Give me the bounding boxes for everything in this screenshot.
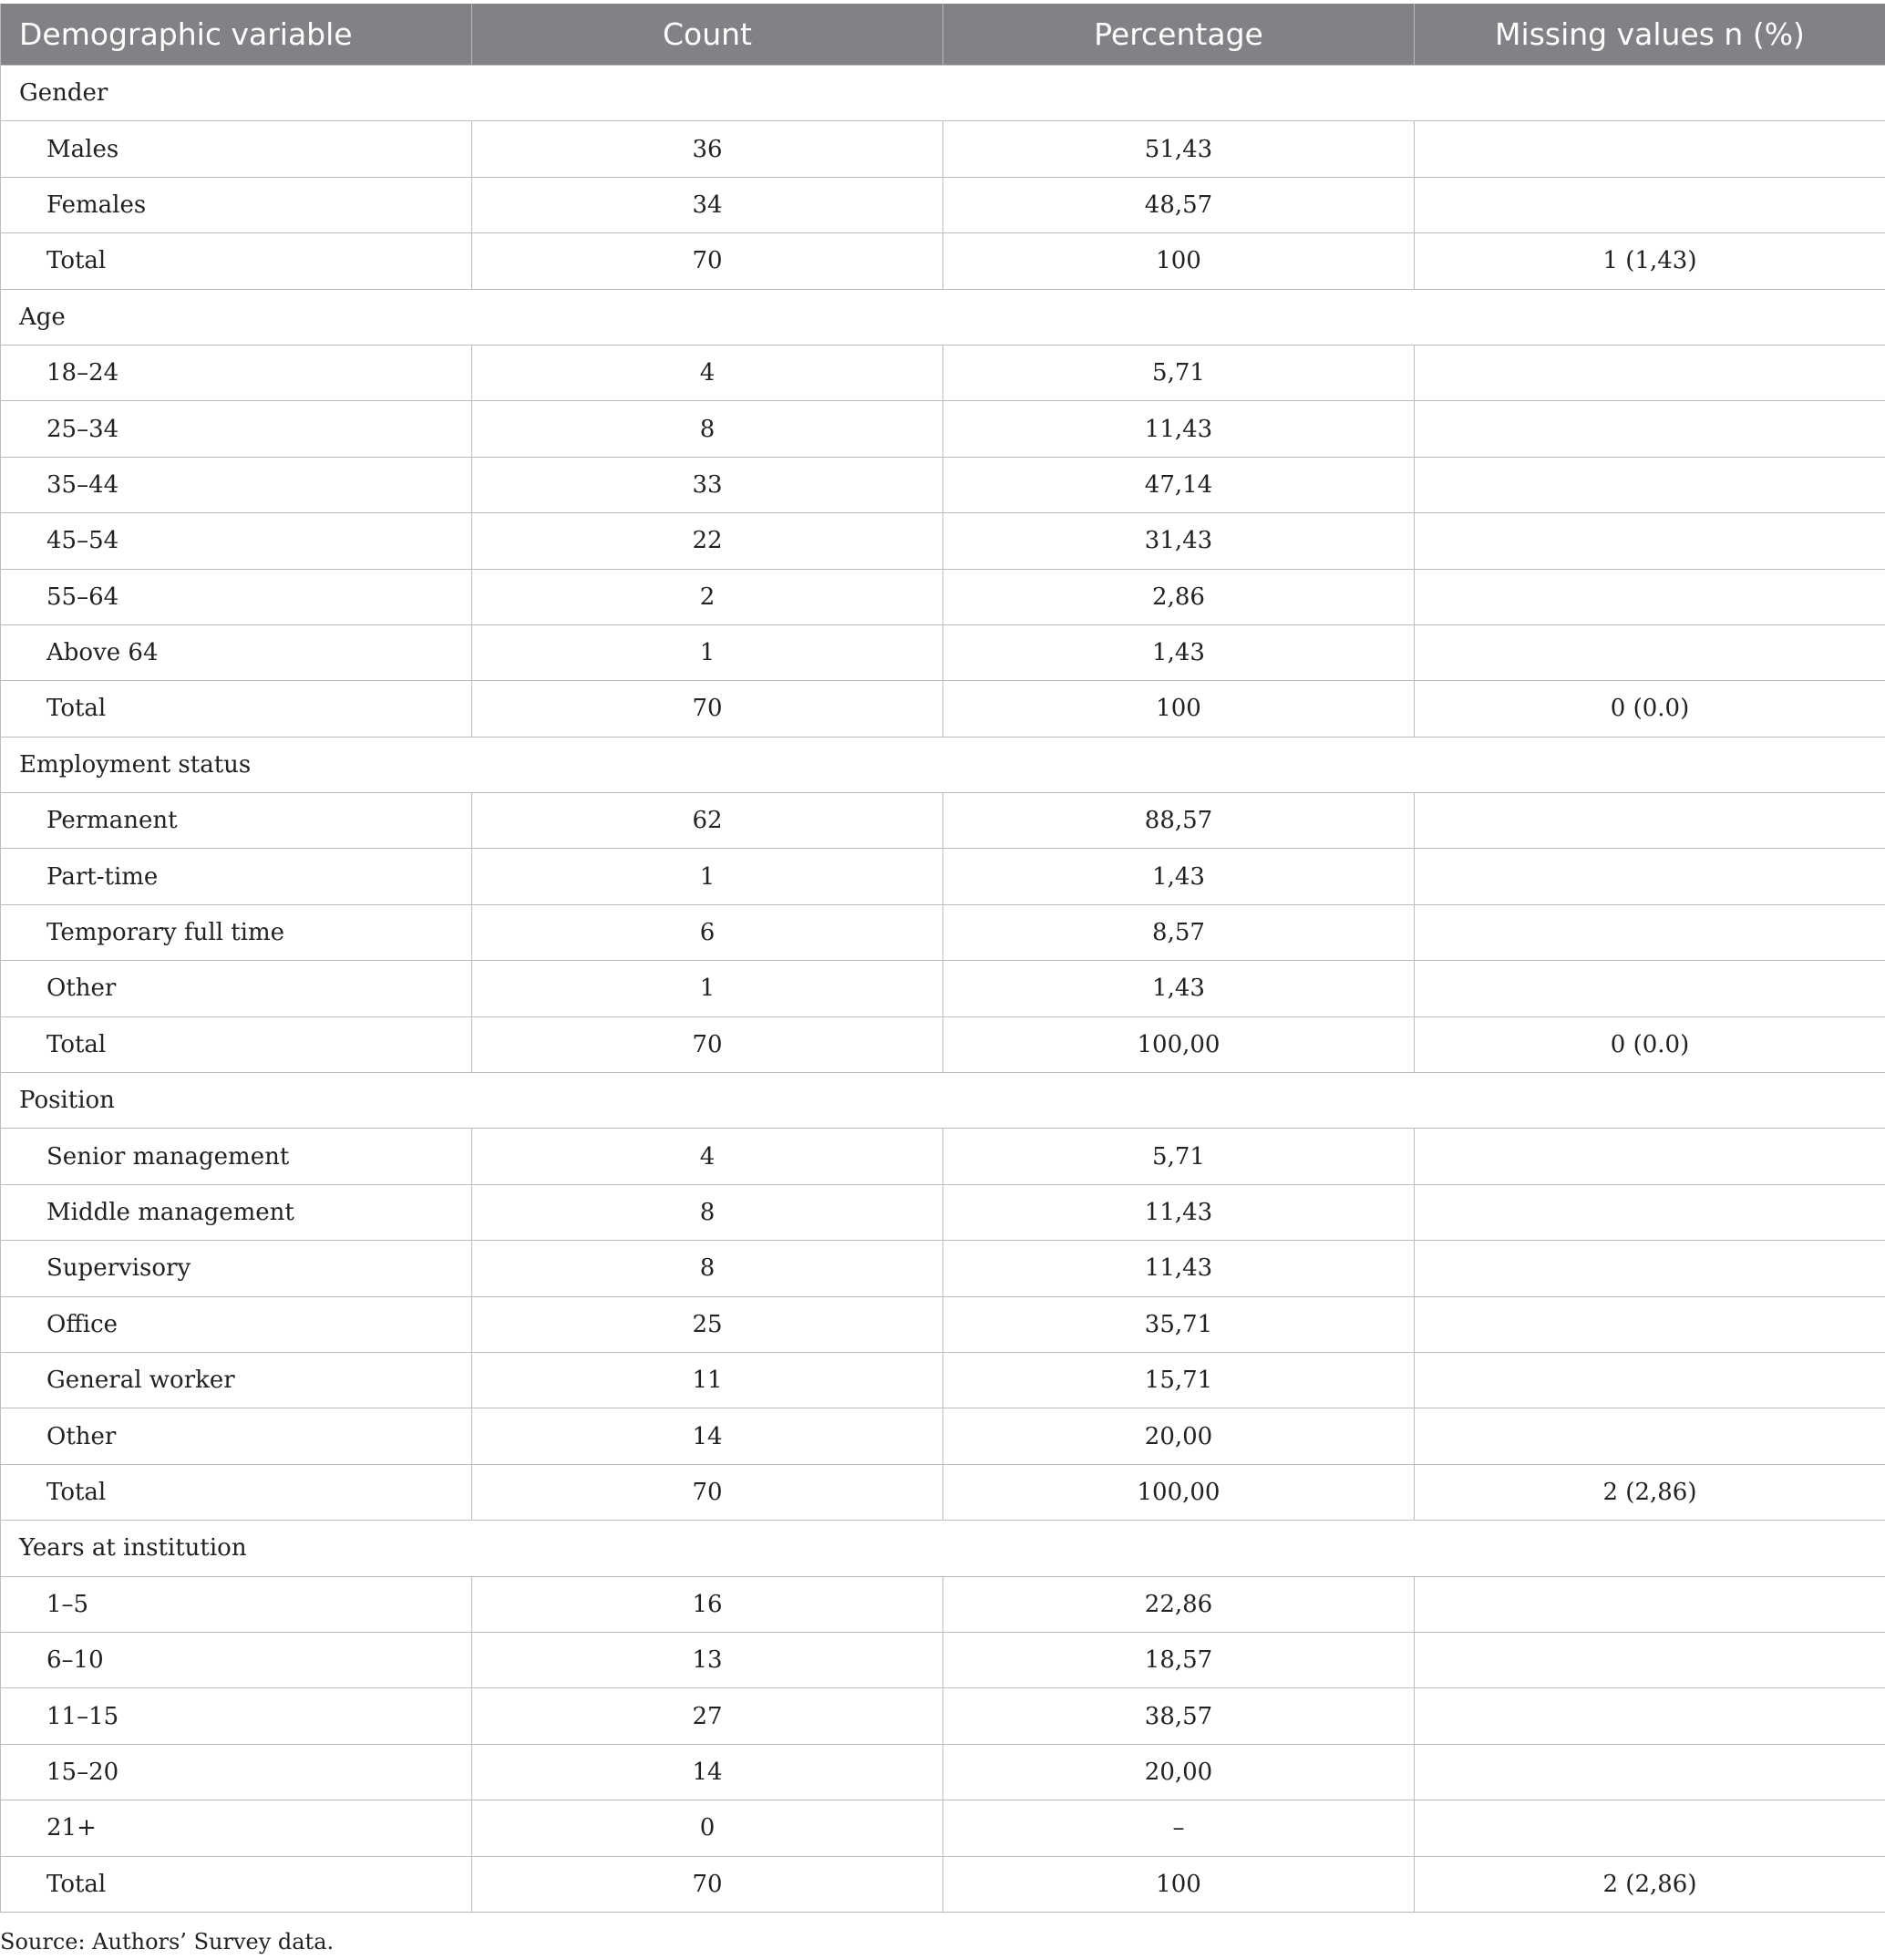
row-label: Supervisory (1, 1241, 472, 1296)
percentage-cell: 100,00 (943, 1464, 1415, 1520)
row-label: Senior management (1, 1129, 472, 1184)
percentage-cell: 2,86 (943, 569, 1415, 624)
missing-cell (1415, 1800, 1885, 1856)
count-cell: 34 (472, 177, 943, 232)
missing-cell (1415, 177, 1885, 232)
section-title: Gender (1, 66, 1885, 121)
percentage-cell: 1,43 (943, 624, 1415, 680)
percentage-cell: 38,57 (943, 1688, 1415, 1744)
count-cell: 1 (472, 624, 943, 680)
percentage-cell: 35,71 (943, 1296, 1415, 1352)
section-title: Employment status (1, 737, 1885, 792)
row-label: Middle management (1, 1184, 472, 1240)
percentage-cell: – (943, 1800, 1415, 1856)
count-cell: 4 (472, 1129, 943, 1184)
percentage-cell: 20,00 (943, 1408, 1415, 1464)
row-label: 11–15 (1, 1688, 472, 1744)
row-label: 35–44 (1, 457, 472, 512)
count-cell: 13 (472, 1632, 943, 1687)
table-row (1, 1241, 1885, 1296)
missing-cell (1415, 1296, 1885, 1352)
row-label: 45–54 (1, 513, 472, 569)
header-percentage: Percentage (943, 4, 1415, 66)
header-missing-values: Missing values n (%) (1415, 4, 1885, 66)
row-label: 55–64 (1, 569, 472, 624)
table-row (1, 1296, 1885, 1352)
count-cell: 16 (472, 1576, 943, 1632)
percentage-cell: 100 (943, 681, 1415, 737)
table-row (1, 1129, 1885, 1184)
count-cell: 33 (472, 457, 943, 512)
row-label: Total (1, 1464, 472, 1520)
source-note: Source: Authors’ Survey data. (0, 1929, 335, 1955)
row-label: General worker (1, 1352, 472, 1408)
percentage-cell: 48,57 (943, 177, 1415, 232)
table-row (1, 233, 1885, 289)
missing-cell (1415, 1129, 1885, 1184)
table-row (1, 1632, 1885, 1687)
table-row (1, 1688, 1885, 1744)
count-cell: 14 (472, 1408, 943, 1464)
missing-cell (1415, 961, 1885, 1016)
missing-cell (1415, 345, 1885, 400)
row-label: Other (1, 1408, 472, 1464)
percentage-cell: 88,57 (943, 793, 1415, 849)
row-label: Above 64 (1, 624, 472, 680)
row-label: Total (1, 1016, 472, 1072)
row-label: Other (1, 961, 472, 1016)
section-title: Years at institution (1, 1521, 1885, 1576)
table-row (1, 1184, 1885, 1240)
count-cell: 70 (472, 681, 943, 737)
demographics-table (0, 4, 1885, 1913)
table-row (1, 849, 1885, 904)
table-header (1, 4, 1885, 66)
missing-cell (1415, 401, 1885, 457)
count-cell: 25 (472, 1296, 943, 1352)
count-cell: 4 (472, 345, 943, 400)
percentage-cell: 11,43 (943, 401, 1415, 457)
missing-cell (1415, 1408, 1885, 1464)
count-cell: 8 (472, 1184, 943, 1240)
table-row (1, 1800, 1885, 1856)
row-label: Temporary full time (1, 904, 472, 960)
count-cell: 70 (472, 1016, 943, 1072)
row-label: Part-time (1, 849, 472, 904)
percentage-cell: 1,43 (943, 849, 1415, 904)
count-cell: 8 (472, 401, 943, 457)
missing-cell (1415, 1352, 1885, 1408)
count-cell: 70 (472, 233, 943, 289)
percentage-cell: 18,57 (943, 1632, 1415, 1687)
section-title: Age (1, 289, 1885, 345)
row-label: Total (1, 233, 472, 289)
table-row (1, 513, 1885, 569)
count-cell: 22 (472, 513, 943, 569)
missing-cell: 2 (2,86) (1415, 1464, 1885, 1520)
section-title: Position (1, 1073, 1885, 1129)
table-row (1, 904, 1885, 960)
missing-cell (1415, 1241, 1885, 1296)
row-label: 18–24 (1, 345, 472, 400)
table-row (1, 121, 1885, 177)
row-label: 21+ (1, 1800, 472, 1856)
row-label: Males (1, 121, 472, 177)
table-row (1, 457, 1885, 512)
percentage-cell: 5,71 (943, 345, 1415, 400)
missing-cell (1415, 1688, 1885, 1744)
percentage-cell: 47,14 (943, 457, 1415, 512)
percentage-cell: 31,43 (943, 513, 1415, 569)
section-row (1, 66, 1885, 121)
table-row (1, 569, 1885, 624)
missing-cell: 0 (0.0) (1415, 681, 1885, 737)
percentage-cell: 11,43 (943, 1241, 1415, 1296)
percentage-cell: 15,71 (943, 1352, 1415, 1408)
missing-cell: 0 (0.0) (1415, 1016, 1885, 1072)
table-row (1, 681, 1885, 737)
section-row (1, 737, 1885, 792)
table-row (1, 1352, 1885, 1408)
count-cell: 14 (472, 1744, 943, 1800)
percentage-cell: 100 (943, 233, 1415, 289)
header-demographic-variable: Demographic variable (1, 4, 472, 66)
missing-cell (1415, 1632, 1885, 1687)
missing-cell (1415, 569, 1885, 624)
missing-cell: 2 (2,86) (1415, 1856, 1885, 1912)
percentage-cell: 22,86 (943, 1576, 1415, 1632)
missing-cell (1415, 624, 1885, 680)
section-row (1, 1521, 1885, 1576)
table-row (1, 1016, 1885, 1072)
row-label: 1–5 (1, 1576, 472, 1632)
table-row (1, 961, 1885, 1016)
missing-cell (1415, 904, 1885, 960)
count-cell: 27 (472, 1688, 943, 1744)
missing-cell (1415, 1184, 1885, 1240)
section-row (1, 289, 1885, 345)
percentage-cell: 51,43 (943, 121, 1415, 177)
count-cell: 0 (472, 1800, 943, 1856)
row-label: Total (1, 681, 472, 737)
table-row (1, 177, 1885, 232)
table-row (1, 1408, 1885, 1464)
count-cell: 36 (472, 121, 943, 177)
percentage-cell: 11,43 (943, 1184, 1415, 1240)
count-cell: 1 (472, 849, 943, 904)
missing-cell (1415, 457, 1885, 512)
missing-cell (1415, 513, 1885, 569)
table-row (1, 793, 1885, 849)
percentage-cell: 5,71 (943, 1129, 1415, 1184)
row-label: Total (1, 1856, 472, 1912)
count-cell: 70 (472, 1464, 943, 1520)
missing-cell (1415, 1744, 1885, 1800)
table-row (1, 1856, 1885, 1912)
table-row (1, 624, 1885, 680)
row-label: Females (1, 177, 472, 232)
percentage-cell: 1,43 (943, 961, 1415, 1016)
count-cell: 2 (472, 569, 943, 624)
count-cell: 6 (472, 904, 943, 960)
count-cell: 1 (472, 961, 943, 1016)
row-label: 25–34 (1, 401, 472, 457)
count-cell: 8 (472, 1241, 943, 1296)
percentage-cell: 100,00 (943, 1016, 1415, 1072)
table-row (1, 345, 1885, 400)
header-count: Count (472, 4, 943, 66)
count-cell: 62 (472, 793, 943, 849)
table-row (1, 1464, 1885, 1520)
percentage-cell: 100 (943, 1856, 1415, 1912)
percentage-cell: 8,57 (943, 904, 1415, 960)
missing-cell (1415, 1576, 1885, 1632)
table-row (1, 1744, 1885, 1800)
count-cell: 70 (472, 1856, 943, 1912)
missing-cell (1415, 121, 1885, 177)
table-row (1, 1576, 1885, 1632)
row-label: Office (1, 1296, 472, 1352)
header-row (1, 4, 1885, 66)
table-body (1, 66, 1885, 1913)
count-cell: 11 (472, 1352, 943, 1408)
missing-cell (1415, 793, 1885, 849)
row-label: 15–20 (1, 1744, 472, 1800)
missing-cell (1415, 849, 1885, 904)
row-label: Permanent (1, 793, 472, 849)
missing-cell: 1 (1,43) (1415, 233, 1885, 289)
section-row (1, 1073, 1885, 1129)
percentage-cell: 20,00 (943, 1744, 1415, 1800)
table-row (1, 401, 1885, 457)
row-label: 6–10 (1, 1632, 472, 1687)
